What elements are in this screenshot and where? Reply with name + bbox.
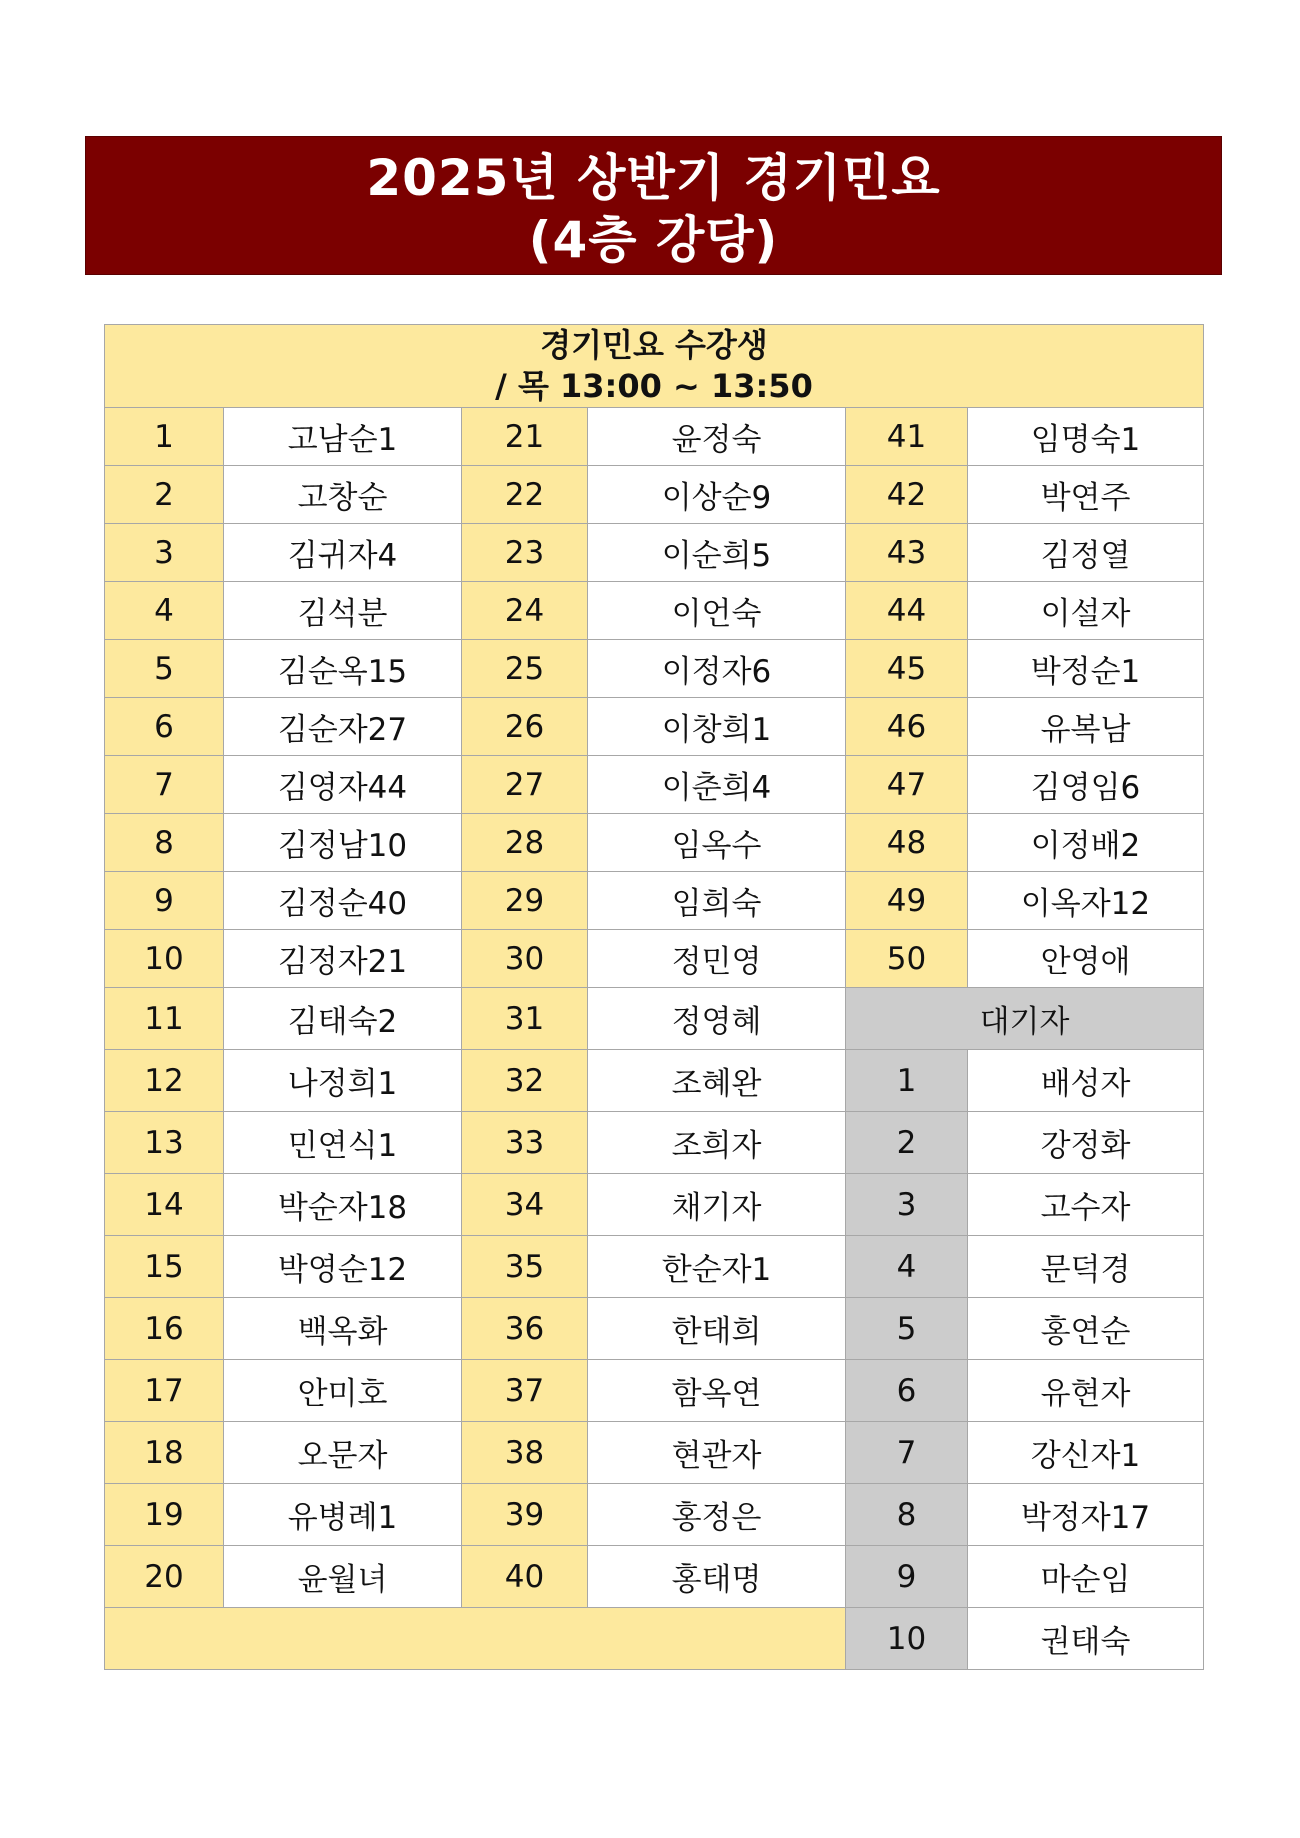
student-number: 24 — [462, 582, 588, 640]
student-number: 17 — [105, 1360, 224, 1422]
student-name: 이순희5 — [588, 524, 846, 582]
table-row — [105, 640, 1204, 698]
waitlist-number: 6 — [846, 1360, 968, 1422]
student-number: 36 — [462, 1298, 588, 1360]
empty-cell — [105, 1608, 846, 1670]
student-name: 이언숙 — [588, 582, 846, 640]
student-name: 임희숙 — [588, 872, 846, 930]
waitlist-title: 대기자 — [846, 988, 1204, 1050]
student-number: 25 — [462, 640, 588, 698]
waitlist-name: 홍연순 — [968, 1298, 1204, 1360]
roster-header — [105, 325, 1204, 408]
title-banner — [85, 136, 1222, 275]
student-name: 조혜완 — [588, 1050, 846, 1112]
student-number: 19 — [105, 1484, 224, 1546]
student-number: 32 — [462, 1050, 588, 1112]
student-number: 45 — [846, 640, 968, 698]
student-name: 김순옥15 — [224, 640, 462, 698]
student-number: 46 — [846, 698, 968, 756]
waitlist-number: 1 — [846, 1050, 968, 1112]
student-number: 20 — [105, 1546, 224, 1608]
student-number: 34 — [462, 1174, 588, 1236]
student-name: 임명숙1 — [968, 408, 1204, 466]
student-name: 홍태명 — [588, 1546, 846, 1608]
roster-title: 경기민요 수강생 — [540, 326, 768, 364]
student-name: 함옥연 — [588, 1360, 846, 1422]
student-number: 35 — [462, 1236, 588, 1298]
table-row — [105, 1112, 1204, 1174]
student-number: 40 — [462, 1546, 588, 1608]
waitlist-name: 강정화 — [968, 1112, 1204, 1174]
student-name: 김정자21 — [224, 930, 462, 988]
waitlist-name: 권태숙 — [968, 1608, 1204, 1670]
student-name: 이상순9 — [588, 466, 846, 524]
waitlist-name: 마순임 — [968, 1546, 1204, 1608]
table-row — [105, 408, 1204, 466]
table-row — [105, 814, 1204, 872]
banner-location: (4층 강당) — [528, 211, 779, 269]
waitlist-name: 강신자1 — [968, 1422, 1204, 1484]
student-name: 윤월녀 — [224, 1546, 462, 1608]
student-name: 나정희1 — [224, 1050, 462, 1112]
student-number: 2 — [105, 466, 224, 524]
student-number: 13 — [105, 1112, 224, 1174]
student-name: 홍정은 — [588, 1484, 846, 1546]
student-name: 김귀자4 — [224, 524, 462, 582]
student-name: 김석분 — [224, 582, 462, 640]
student-number: 5 — [105, 640, 224, 698]
student-number: 11 — [105, 988, 224, 1050]
student-number: 37 — [462, 1360, 588, 1422]
waitlist-name: 고수자 — [968, 1174, 1204, 1236]
student-number: 42 — [846, 466, 968, 524]
table-row — [105, 524, 1204, 582]
waitlist-number: 10 — [846, 1608, 968, 1670]
student-number: 15 — [105, 1236, 224, 1298]
student-number: 30 — [462, 930, 588, 988]
table-row — [105, 872, 1204, 930]
student-number: 1 — [105, 408, 224, 466]
student-name: 조희자 — [588, 1112, 846, 1174]
student-name: 박연주 — [968, 466, 1204, 524]
student-name: 안미호 — [224, 1360, 462, 1422]
student-number: 26 — [462, 698, 588, 756]
student-name: 이춘희4 — [588, 756, 846, 814]
student-number: 9 — [105, 872, 224, 930]
student-number: 16 — [105, 1298, 224, 1360]
student-number: 31 — [462, 988, 588, 1050]
student-name: 김정열 — [968, 524, 1204, 582]
student-name: 한순자1 — [588, 1236, 846, 1298]
waitlist-number: 3 — [846, 1174, 968, 1236]
table-row — [105, 756, 1204, 814]
student-number: 10 — [105, 930, 224, 988]
student-name: 정영혜 — [588, 988, 846, 1050]
student-name: 정민영 — [588, 930, 846, 988]
table-row — [105, 1236, 1204, 1298]
table-row — [105, 1050, 1204, 1112]
waitlist-name: 배성자 — [968, 1050, 1204, 1112]
student-number: 14 — [105, 1174, 224, 1236]
waitlist-name: 문덕경 — [968, 1236, 1204, 1298]
student-name: 이정자6 — [588, 640, 846, 698]
waitlist-number: 5 — [846, 1298, 968, 1360]
student-name: 이정배2 — [968, 814, 1204, 872]
waitlist-number: 7 — [846, 1422, 968, 1484]
student-name: 채기자 — [588, 1174, 846, 1236]
student-name: 민연식1 — [224, 1112, 462, 1174]
roster-schedule: / 목 13:00 ~ 13:50 — [495, 367, 813, 405]
student-number: 18 — [105, 1422, 224, 1484]
student-number: 38 — [462, 1422, 588, 1484]
student-name: 오문자 — [224, 1422, 462, 1484]
student-name: 김영임6 — [968, 756, 1204, 814]
student-number: 44 — [846, 582, 968, 640]
student-name: 이창희1 — [588, 698, 846, 756]
student-name: 임옥수 — [588, 814, 846, 872]
student-name: 안영애 — [968, 930, 1204, 988]
table-row — [105, 466, 1204, 524]
student-number: 4 — [105, 582, 224, 640]
student-number: 33 — [462, 1112, 588, 1174]
student-name: 김정순40 — [224, 872, 462, 930]
student-name: 김정남10 — [224, 814, 462, 872]
table-row — [105, 930, 1204, 988]
waitlist-number: 4 — [846, 1236, 968, 1298]
student-name: 한태희 — [588, 1298, 846, 1360]
student-number: 7 — [105, 756, 224, 814]
banner-title: 2025년 상반기 경기민요 — [366, 149, 941, 207]
student-name: 김태숙2 — [224, 988, 462, 1050]
table-row — [105, 698, 1204, 756]
student-name: 현관자 — [588, 1422, 846, 1484]
waitlist-number: 2 — [846, 1112, 968, 1174]
student-number: 41 — [846, 408, 968, 466]
student-name: 백옥화 — [224, 1298, 462, 1360]
table-row — [105, 1360, 1204, 1422]
table-row — [105, 582, 1204, 640]
student-name: 고남순1 — [224, 408, 462, 466]
student-number: 28 — [462, 814, 588, 872]
student-number: 50 — [846, 930, 968, 988]
student-name: 유병례1 — [224, 1484, 462, 1546]
student-name: 박영순12 — [224, 1236, 462, 1298]
student-name: 박정순1 — [968, 640, 1204, 698]
student-number: 27 — [462, 756, 588, 814]
roster-table — [104, 324, 1204, 1670]
table-row — [105, 1422, 1204, 1484]
student-number: 12 — [105, 1050, 224, 1112]
table-row — [105, 1608, 1204, 1670]
student-number: 49 — [846, 872, 968, 930]
waitlist-name: 유현자 — [968, 1360, 1204, 1422]
student-number: 47 — [846, 756, 968, 814]
student-number: 6 — [105, 698, 224, 756]
student-number: 8 — [105, 814, 224, 872]
student-name: 고창순 — [224, 466, 462, 524]
table-row — [105, 1298, 1204, 1360]
student-number: 48 — [846, 814, 968, 872]
waitlist-number: 9 — [846, 1546, 968, 1608]
table-row — [105, 988, 1204, 1050]
student-name: 김순자27 — [224, 698, 462, 756]
student-name: 유복남 — [968, 698, 1204, 756]
student-number: 43 — [846, 524, 968, 582]
student-number: 29 — [462, 872, 588, 930]
waitlist-name: 박정자17 — [968, 1484, 1204, 1546]
table-row — [105, 1174, 1204, 1236]
student-name: 윤정숙 — [588, 408, 846, 466]
student-name: 박순자18 — [224, 1174, 462, 1236]
student-name: 이설자 — [968, 582, 1204, 640]
table-row — [105, 1546, 1204, 1608]
student-number: 3 — [105, 524, 224, 582]
roster-header-row — [105, 325, 1204, 408]
student-number: 23 — [462, 524, 588, 582]
student-number: 21 — [462, 408, 588, 466]
student-name: 김영자44 — [224, 756, 462, 814]
waitlist-number: 8 — [846, 1484, 968, 1546]
table-row — [105, 1484, 1204, 1546]
student-name: 이옥자12 — [968, 872, 1204, 930]
student-number: 39 — [462, 1484, 588, 1546]
student-number: 22 — [462, 466, 588, 524]
